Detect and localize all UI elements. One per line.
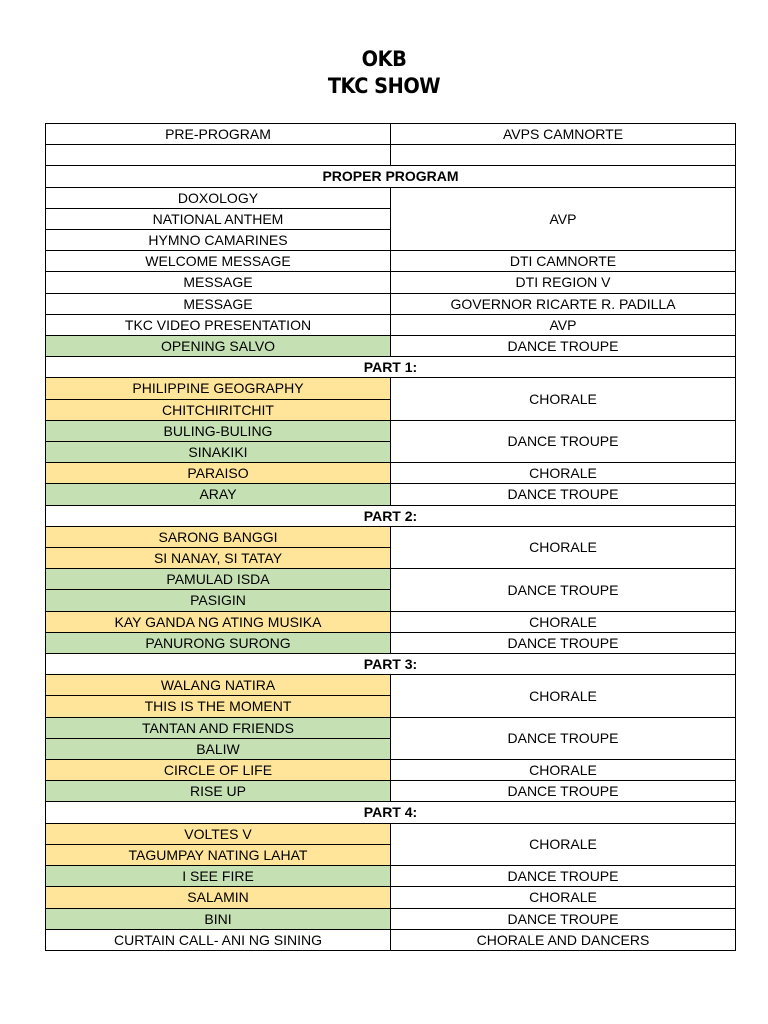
program-row [46,632,736,653]
section-header: PART 4: [46,802,736,823]
program-item: TANTAN AND FRIENDS [46,717,391,738]
section-header: PROPER PROGRAM [46,166,736,187]
program-item: OPENING SALVO [46,336,391,357]
program-row [46,526,736,547]
performer: DANCE TROUPE [391,484,736,505]
program-row [46,675,736,696]
program-row [46,781,736,802]
performer: CHORALE [391,463,736,484]
performer: DANCE TROUPE [391,569,736,611]
section-row [46,505,736,526]
program-row [46,929,736,950]
performer: DANCE TROUPE [391,781,736,802]
program-item: NATIONAL ANTHEM [46,208,391,229]
program-row [46,717,736,738]
program-item: CHITCHIRITCHIT [46,399,391,420]
program-item: VOLTES V [46,823,391,844]
program-item: SARONG BANGGI [46,526,391,547]
section-header: PART 1: [46,357,736,378]
performer: CHORALE [391,823,736,865]
performer: DANCE TROUPE [391,717,736,759]
performer: AVP [391,314,736,335]
program-item: WALANG NATIRA [46,675,391,696]
section-row [46,654,736,675]
program-item: PARAISO [46,463,391,484]
performer: DANCE TROUPE [391,632,736,653]
program-item: BINI [46,908,391,929]
program-row [46,908,736,929]
program-row [46,378,736,399]
program-item: DOXOLOGY [46,187,391,208]
program-row [46,251,736,272]
program-row [46,314,736,335]
program-row [46,823,736,844]
program-item: THIS IS THE MOMENT [46,696,391,717]
program-item: PANURONG SURONG [46,632,391,653]
performer: CHORALE [391,760,736,781]
program-item: WELCOME MESSAGE [46,251,391,272]
program-item: KAY GANDA NG ATING MUSIKA [46,611,391,632]
program-row [46,293,736,314]
performer: CHORALE [391,378,736,420]
program-row [46,484,736,505]
performer: DANCE TROUPE [391,908,736,929]
section-row [46,166,736,187]
performer: CHORALE [391,611,736,632]
program-item: SI NANAY, SI TATAY [46,548,391,569]
document-title [0,46,768,100]
program-row [46,887,736,908]
program-item: PRE-PROGRAM [46,124,391,145]
program-item: ARAY [46,484,391,505]
program-item: HYMNO CAMARINES [46,230,391,251]
performer: DTI REGION V [391,272,736,293]
program-row [46,611,736,632]
program-item: I SEE FIRE [46,866,391,887]
performer: CHORALE [391,526,736,568]
program-item: PAMULAD ISDA [46,569,391,590]
program-row [46,187,736,208]
program-item: MESSAGE [46,293,391,314]
program-item: RISE UP [46,781,391,802]
title-line-1: OKB [361,47,407,71]
program-row [46,866,736,887]
performer: AVPS CAMNORTE [391,124,736,145]
performer: DANCE TROUPE [391,866,736,887]
program-row [46,569,736,590]
performer: AVP [391,187,736,251]
performer: CHORALE [391,675,736,717]
program-item: PHILIPPINE GEOGRAPHY [46,378,391,399]
program-item: SALAMIN [46,887,391,908]
section-header: PART 3: [46,654,736,675]
performer: DANCE TROUPE [391,420,736,462]
program-item: CIRCLE OF LIFE [46,760,391,781]
program-item: BULING-BULING [46,420,391,441]
program-item: BALIW [46,738,391,759]
performer: CHORALE [391,887,736,908]
program-item: CURTAIN CALL- ANI NG SINING [46,929,391,950]
program-row [46,124,736,145]
program-item: PASIGIN [46,590,391,611]
program-row [46,760,736,781]
program-item: TAGUMPAY NATING LAHAT [46,844,391,865]
program-table-body [46,124,736,951]
program-row [46,420,736,441]
title-line-2: TKC SHOW [327,74,441,98]
performer: GOVERNOR RICARTE R. PADILLA [391,293,736,314]
program-row [46,145,736,166]
program-row [46,336,736,357]
program-item: MESSAGE [46,272,391,293]
performer [391,145,736,166]
program-table [45,123,736,951]
performer: DTI CAMNORTE [391,251,736,272]
performer: CHORALE AND DANCERS [391,929,736,950]
section-row [46,357,736,378]
program-item: TKC VIDEO PRESENTATION [46,314,391,335]
program-item [46,145,391,166]
performer: DANCE TROUPE [391,336,736,357]
program-row [46,463,736,484]
program-row [46,272,736,293]
section-row [46,802,736,823]
program-item: SINAKIKI [46,442,391,463]
section-header: PART 2: [46,505,736,526]
